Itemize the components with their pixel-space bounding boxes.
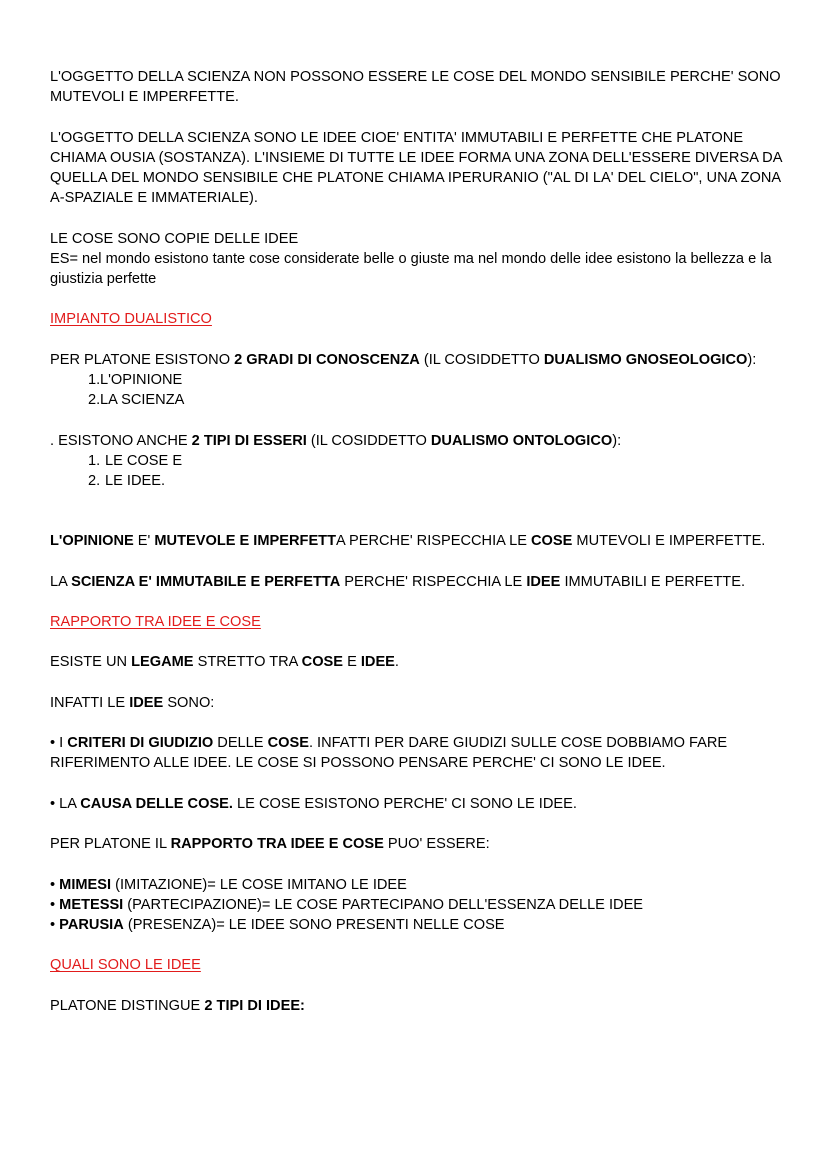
paragraph-scienza: LA SCIENZA E' IMMUTABILE E PERFETTA PERCHE' RISPECCHIA LE IDEE IMMUTABILI E PERFETTE. xyxy=(50,573,745,590)
list-item: 1. LE COSE E xyxy=(88,452,183,469)
list-item: 2. LE IDEE. xyxy=(88,472,166,489)
list-item: 2. LA SCIENZA xyxy=(88,392,185,409)
paragraph-tipi-idee: PLATONE DISTINGUE 2 TIPI DI IDEE: xyxy=(50,997,305,1014)
paragraph-legame: ESISTE UN LEGAME STRETTO TRA COSE E IDEE. xyxy=(50,654,399,671)
document-page xyxy=(50,67,790,1016)
paragraph-gradi-conoscenza: PER PLATONE ESISTONO 2 GRADI DI CONOSCENZA (IL COSIDDETTO DUALISMO GNOSEOLOGICO): xyxy=(50,351,757,368)
paragraph-infatti: INFATTI LE IDEE SONO: xyxy=(50,694,215,711)
paragraph-causa: • LA CAUSA DELLE COSE. LE COSE ESISTONO PERCHE' CI SONO LE IDEE. xyxy=(50,795,577,812)
heading-quali-sono-le-idee: QUALI SONO LE IDEE xyxy=(50,957,201,974)
list-gradi-conoscenza xyxy=(50,370,790,410)
paragraph-criteri-giudizio: • I CRITERI DI GIUDIZIO DELLE COSE. INFATTI PER DARE GIUDIZI SULLE COSE DOBBIAMO FARE RIFERIMENTO ALLE IDEE. LE COSE SI POSSONO PENSARE PERCHE' CI SONO LE IDEE. xyxy=(50,735,728,772)
paragraph-oggetto-scienza-cose: L'OGGETTO DELLA SCIENZA NON POSSONO ESSERE LE COSE DEL MONDO SENSIBILE PERCHE' SONO MUTEVOLI E IMPERFETTE. xyxy=(50,69,781,106)
list-item-parusia: • PARUSIA (PRESENZA)= LE IDEE SONO PRESENTI NELLE COSE xyxy=(50,916,505,933)
heading-rapporto-idee-cose: RAPPORTO TRA IDEE E COSE xyxy=(50,613,261,630)
list-item: 1. L'OPINIONE xyxy=(88,371,183,388)
paragraph-rapporto: PER PLATONE IL RAPPORTO TRA IDEE E COSE PUO' ESSERE: xyxy=(50,836,490,853)
paragraph-tipi-esseri: . ESISTONO ANCHE 2 TIPI DI ESSERI (IL COSIDDETTO DUALISMO ONTOLOGICO): xyxy=(50,432,622,449)
heading-impianto-dualistico: IMPIANTO DUALISTICO xyxy=(50,311,212,328)
paragraph-oggetto-scienza-idee: L'OGGETTO DELLA SCIENZA SONO LE IDEE CIOE' ENTITA' IMMUTABILI E PERFETTE CHE PLATONE CHIAMA OUSIA (SOSTANZA). L'INSIEME DI TUTTE LE IDEE FORMA UNA ZONA DELL'ESSERE DIVERSA DA QUELLA DEL MONDO SENSIBILE CHE PLATONE CHIAMA IPERURANIO ("AL DI LA' DEL CIELO", UNA ZONA A-SPAZIALE E IMMATERIALE). xyxy=(50,129,782,207)
paragraph-opinione: L'OPINIONE E' MUTEVOLE E IMPERFETTA PERCHE' RISPECCHIA LE COSE MUTEVOLI E IMPERFETTE. xyxy=(50,533,766,550)
list-item-metessi: • METESSI (PARTECIPAZIONE)= LE COSE PARTECIPANO DELL'ESSENZA DELLE IDEE xyxy=(50,896,644,913)
list-tipi-esseri xyxy=(50,451,790,491)
list-item-mimesi: • MIMESI (IMITAZIONE)= LE COSE IMITANO LE IDEE xyxy=(50,876,407,893)
paragraph-cose-copie: LE COSE SONO COPIE DELLE IDEE xyxy=(50,230,299,247)
paragraph-esempio: ES= nel mondo esistono tante cose considerate belle o giuste ma nel mondo delle idee esistono la bellezza e la giustizia perfette xyxy=(50,250,772,287)
